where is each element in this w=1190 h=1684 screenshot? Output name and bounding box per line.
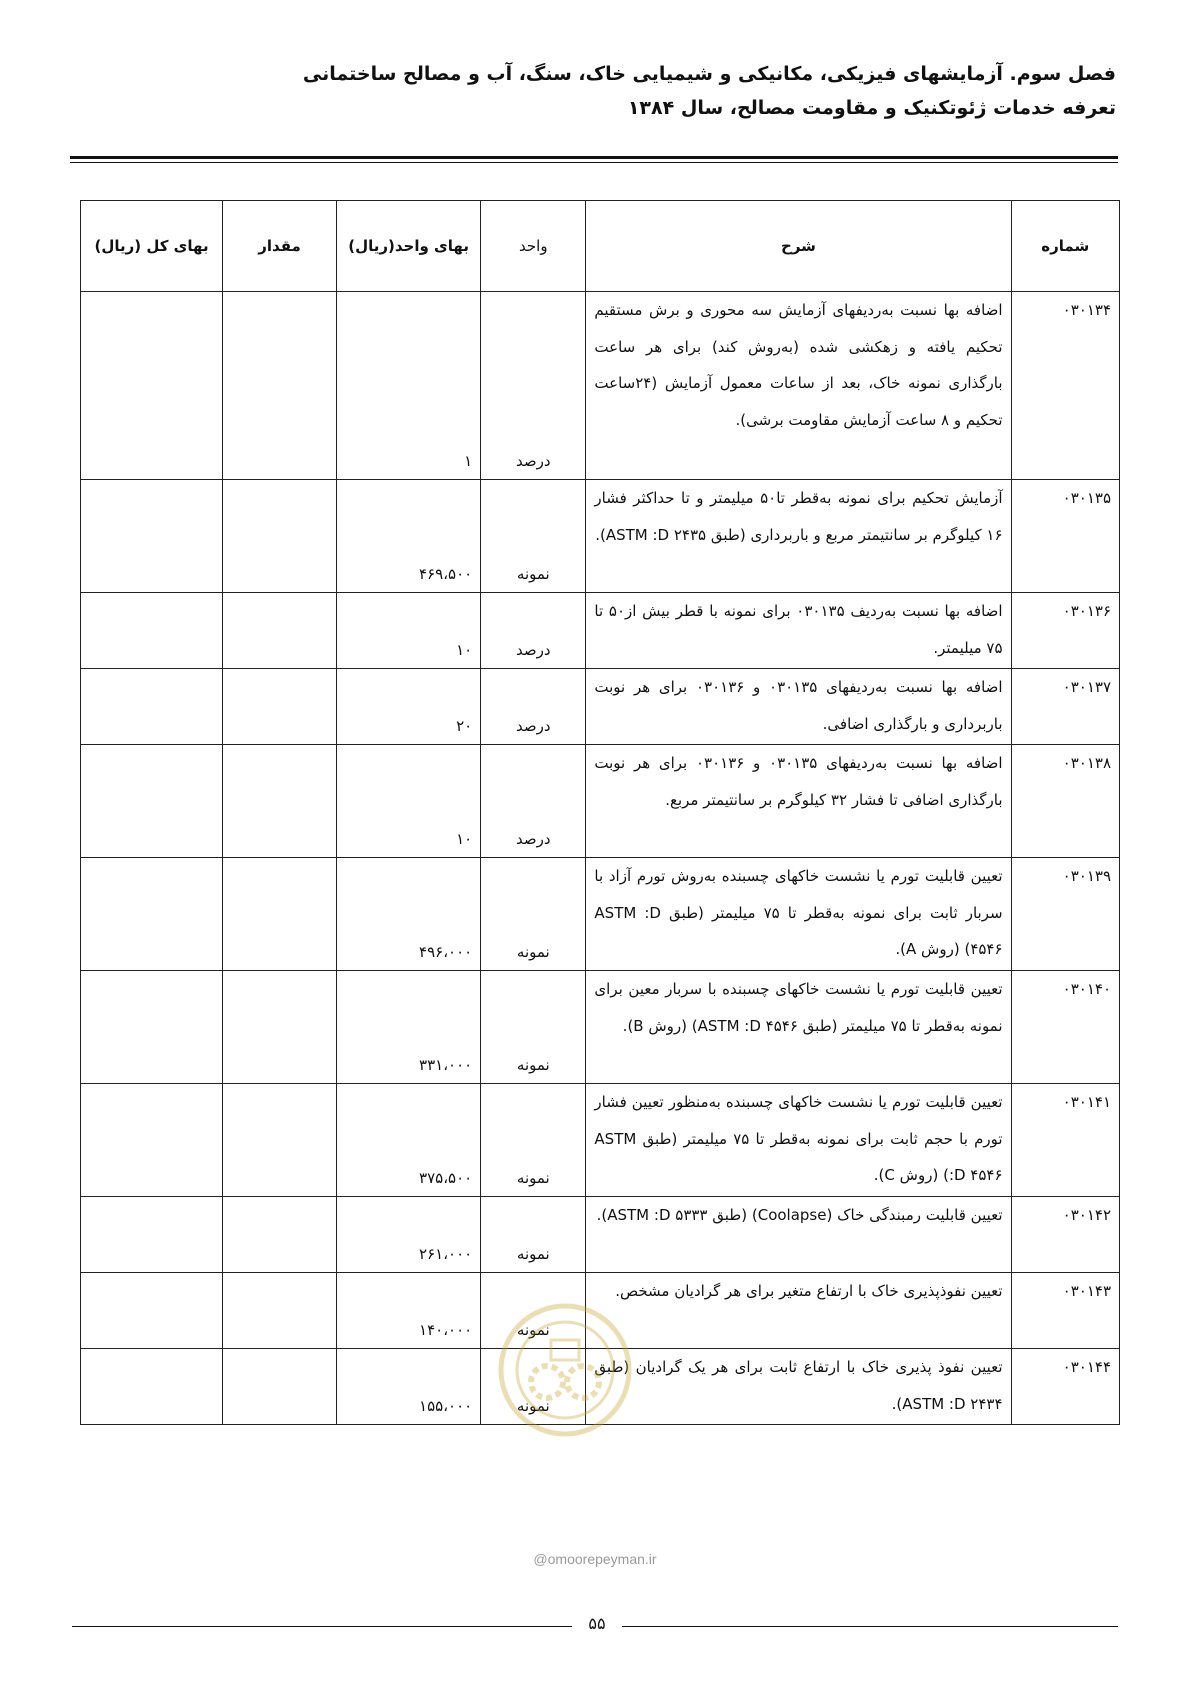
row-quantity (223, 1273, 337, 1349)
row-description: تعیین قابلیت تورم یا نشست خاکهای چسبنده با سربار معین برای نمونه به‌قطر تا ۷۵ میلیمتر (طبق ASTM :D ۴۵۴۶) (روش B). (586, 971, 1011, 1084)
row-code: ۰۳۰۱۳۹ (1011, 858, 1119, 971)
table-row (81, 1197, 1120, 1273)
row-total-price (81, 480, 223, 593)
row-unit-price: ۱ (336, 292, 480, 480)
row-unit: درصد (481, 745, 586, 858)
table-body (81, 292, 1120, 1425)
row-code: ۰۳۰۱۳۴ (1011, 292, 1119, 480)
row-unit-price: ۴۹۶،۰۰۰ (336, 858, 480, 971)
row-unit: نمونه (481, 1197, 586, 1273)
row-code: ۰۳۰۱۴۳ (1011, 1273, 1119, 1349)
row-description: تعیین نفوذ پذیری خاک با ارتفاع ثابت برای هر یک گرادیان (طبق ASTM :D ۲۴۳۴). (586, 1349, 1011, 1425)
seal-watermark-icon (495, 1300, 635, 1440)
row-unit: نمونه (481, 1349, 586, 1425)
row-total-price (81, 1273, 223, 1349)
header-unit: واحد (481, 201, 586, 292)
row-total-price (81, 593, 223, 669)
document-subtitle: تعرفه خدمات ژئوتکنیک و مقاومت مصالح، سال ۱۳۸۴ (627, 97, 1116, 119)
row-code: ۰۳۰۱۴۱ (1011, 1084, 1119, 1197)
row-quantity (223, 292, 337, 480)
row-unit-price: ۱۰ (336, 593, 480, 669)
page-header (74, 62, 1116, 130)
row-quantity (223, 745, 337, 858)
table-row (81, 292, 1120, 480)
row-description: اضافه بها نسبت به‌ردیف ۰۳۰۱۳۵ برای نمونه با قطر بیش از۵۰ تا ۷۵ میلیمتر. (586, 593, 1011, 669)
chapter-title: فصل سوم. آزمایشهای فیزیکی، مکانیکی و شیمیایی خاک، سنگ، آب و مصالح ساختمانی (302, 63, 1116, 85)
row-code: ۰۳۰۱۴۲ (1011, 1197, 1119, 1273)
header-rule-thin (70, 162, 1118, 163)
row-description: اضافه بها نسبت به‌ردیفهای آزمایش سه محوری و برش مستقیم تحکیم یافته و زهکشی شده (به‌روش کند) برای هر ساعت بارگذاری نمونه خاک، بعد از ساعات معمول آزمایش (۲۴ساعت تحکیم و ۸ ساعت آزمایش مقاومت برشی). (586, 292, 1011, 480)
header-total-price: بهای کل (ریال) (81, 201, 223, 292)
row-code: ۰۳۰۱۳۶ (1011, 593, 1119, 669)
row-description: تعیین نفوذپذیری خاک با ارتفاع متغیر برای هر گرادیان مشخص. (586, 1273, 1011, 1349)
row-unit: نمونه (481, 480, 586, 593)
row-unit-price: ۱۰ (336, 745, 480, 858)
row-code: ۰۳۰۱۳۷ (1011, 669, 1119, 745)
table-row (81, 480, 1120, 593)
row-description: تعیین قابلیت رمبندگی خاک (Coolapse) (طبق ASTM :D ۵۳۳۳). (586, 1197, 1011, 1273)
row-total-price (81, 745, 223, 858)
row-unit: نمونه (481, 971, 586, 1084)
footer-rule-left (72, 1626, 572, 1627)
row-unit-price: ۳۳۱،۰۰۰ (336, 971, 480, 1084)
row-quantity (223, 858, 337, 971)
row-unit: درصد (481, 669, 586, 745)
row-description: اضافه بها نسبت به‌ردیفهای ۰۳۰۱۳۵ و ۰۳۰۱۳۶ برای هر نوبت بارگذاری اضافی تا فشار ۳۲ کیلوگرم بر سانتیمتر مربع. (586, 745, 1011, 858)
header-description: شرح (586, 201, 1011, 292)
row-unit: نمونه (481, 1084, 586, 1197)
tariff-table (80, 200, 1120, 1425)
table-row (81, 858, 1120, 971)
page-number: ۵۵ (588, 1614, 606, 1633)
table-row (81, 669, 1120, 745)
header-quantity: مقدار (223, 201, 337, 292)
row-unit-price: ۳۷۵،۵۰۰ (336, 1084, 480, 1197)
row-total-price (81, 971, 223, 1084)
row-code: ۰۳۰۱۴۴ (1011, 1349, 1119, 1425)
row-unit: درصد (481, 593, 586, 669)
row-description: اضافه بها نسبت به‌ردیفهای ۰۳۰۱۳۵ و ۰۳۰۱۳۶ برای هر نوبت باربرداری و بارگذاری اضافی. (586, 669, 1011, 745)
row-total-price (81, 1197, 223, 1273)
header-code: شماره (1011, 201, 1119, 292)
row-total-price (81, 858, 223, 971)
row-unit-price: ۱۴۰،۰۰۰ (336, 1273, 480, 1349)
table-row (81, 745, 1120, 858)
row-total-price (81, 1084, 223, 1197)
footer-watermark: @omoorepeyman.ir (533, 1551, 657, 1567)
row-code: ۰۳۰۱۳۵ (1011, 480, 1119, 593)
row-quantity (223, 1197, 337, 1273)
row-description: تعیین قابلیت تورم یا نشست خاکهای چسبنده به‌منظور تعیین فشار تورم با حجم ثابت برای نمونه به‌قطر تا ۷۵ میلیمتر (طبق ASTM :D ۴۵۴۶) (روش C). (586, 1084, 1011, 1197)
row-unit-price: ۱۵۵،۰۰۰ (336, 1349, 480, 1425)
table-header-row (81, 201, 1120, 292)
row-unit-price: ۲۰ (336, 669, 480, 745)
row-unit: نمونه (481, 1273, 586, 1349)
row-unit-price: ۲۶۱،۰۰۰ (336, 1197, 480, 1273)
table-row (81, 593, 1120, 669)
header-unit-price: بهای واحد(ریال) (336, 201, 480, 292)
row-total-price (81, 669, 223, 745)
row-unit-price: ۴۶۹،۵۰۰ (336, 480, 480, 593)
row-unit: نمونه (481, 858, 586, 971)
row-quantity (223, 669, 337, 745)
header-rule-thick (70, 156, 1118, 159)
row-description: آزمایش تحکیم برای نمونه به‌قطر تا۵۰ میلیمتر و تا حداکثر فشار ۱۶ کیلوگرم بر سانتیمتر مربع و باربرداری (طبق ASTM :D ۲۴۳۵). (586, 480, 1011, 593)
row-total-price (81, 1349, 223, 1425)
table-row (81, 1084, 1120, 1197)
footer-rule-right (622, 1626, 1118, 1627)
row-quantity (223, 593, 337, 669)
row-quantity (223, 1349, 337, 1425)
row-quantity (223, 480, 337, 593)
row-code: ۰۳۰۱۳۸ (1011, 745, 1119, 858)
row-description: تعیین قابلیت تورم یا نشست خاکهای چسبنده به‌روش تورم آزاد با سربار ثابت برای نمونه به‌قطر تا ۷۵ میلیمتر (طبق ASTM :D ۴۵۴۶) (روش A). (586, 858, 1011, 971)
table-row (81, 971, 1120, 1084)
row-quantity (223, 971, 337, 1084)
row-unit: درصد (481, 292, 586, 480)
row-quantity (223, 1084, 337, 1197)
row-code: ۰۳۰۱۴۰ (1011, 971, 1119, 1084)
row-total-price (81, 292, 223, 480)
